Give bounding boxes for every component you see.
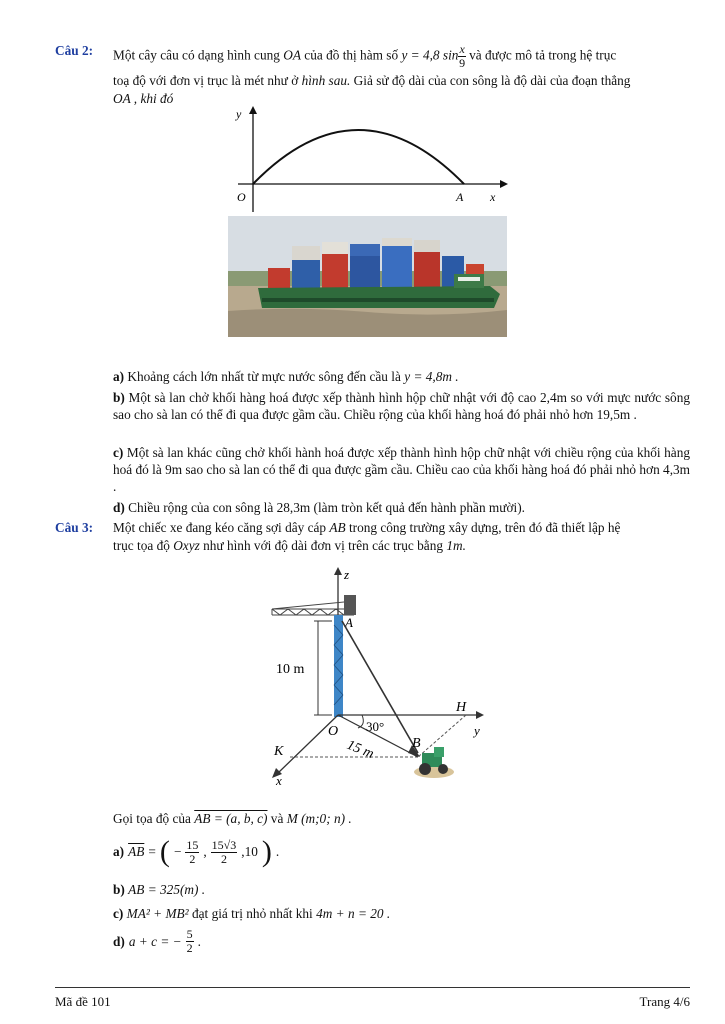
q2-intro-oa: OA — [283, 47, 301, 63]
q3-intro-ab: AB — [329, 520, 346, 535]
x-label: x — [490, 190, 496, 204]
q3-prompt-point-m: M (m;0; n) . — [286, 811, 352, 826]
q3-prompt-text-a: Gọi tọa độ của — [113, 811, 191, 826]
q3-intro-text-a: Một chiếc xe đang kéo căng sợi dây cáp — [113, 520, 327, 535]
q3-option-a-eq: = — [148, 844, 156, 859]
angle-label: 30° — [366, 719, 385, 734]
q3-option-a-frac1 — [185, 839, 199, 866]
q3-frac2-den: 2 — [220, 851, 227, 866]
q2-option-d-text: Chiều rộng của con sông là 28,3m (làm tròn kết quả đến hành phần mười). — [128, 500, 525, 515]
q3-intro-line-1 — [113, 520, 620, 536]
q2-function: y = 4,8 sin — [401, 47, 459, 63]
q3-prompt-text-b: và — [270, 811, 284, 826]
z-label: z — [344, 567, 350, 582]
question-2-label: Câu 2: — [55, 43, 94, 58]
height-label: 10 m — [276, 662, 305, 677]
q3-option-d-frac — [186, 928, 194, 955]
q2-fraction-den: 9 — [459, 56, 466, 70]
q3-line2-text-a: trục tọa độ — [113, 538, 170, 553]
tractor-icon — [414, 747, 454, 778]
q3-frac2-num: 15√3 — [211, 837, 237, 852]
point-h-label: H — [456, 700, 467, 715]
q2-intro-text-c: và được mô tả trong hệ trục — [469, 47, 617, 63]
q3-crane-figure — [262, 565, 492, 787]
q2-option-b-key: b) — [113, 390, 125, 405]
q2-intro-line-2 — [113, 73, 630, 89]
q2-option-d — [113, 500, 525, 516]
q3-intro-line-2 — [113, 538, 466, 554]
q2-line2-italic: hình sau. — [301, 73, 351, 88]
q3-option-c-key: c) — [113, 906, 124, 921]
bridge-arc — [253, 130, 464, 184]
q3-option-a-vector: $\overline{AB}$ — [128, 844, 145, 859]
q3-option-c-cond: 4m + n = 20 . — [316, 906, 391, 921]
q2-option-a — [113, 369, 459, 385]
q2-line3: OA , khi đó — [113, 91, 174, 106]
y-label: y — [474, 723, 480, 738]
a-label: A — [456, 190, 464, 204]
point-b-label: B — [412, 736, 421, 751]
footer-rule — [55, 987, 690, 988]
q2-intro-text-b: của đồ thị hàm số — [304, 47, 399, 63]
q3-option-c-text: đạt giá trị nhỏ nhất khi — [192, 906, 313, 921]
q2-line2-text-b: Giả sử độ dài của con sông là độ dài của đoạn thẳng — [353, 73, 631, 88]
q2-option-a-key: a) — [113, 369, 125, 384]
q3-option-d-math: a + c = − — [128, 933, 182, 949]
q2-fraction-num: x — [459, 42, 465, 56]
q2-option-b — [113, 389, 690, 423]
footer-exam-code: Mã đề 101 — [55, 994, 111, 1009]
footer-page-number: Trang 4/6 — [639, 994, 690, 1009]
q3-option-c — [113, 906, 390, 922]
q3-prompt-vector: AB = (a, b, c) — [194, 811, 268, 826]
q3-option-a-key: a) — [113, 844, 125, 859]
q2-sine-graph — [228, 104, 508, 216]
y-label: y — [236, 107, 242, 121]
y-axis-arrow — [476, 711, 484, 719]
q3-option-a-tail: ,10 — [241, 844, 258, 859]
question-3-label: Câu 3: — [55, 520, 94, 535]
q3-option-d-key: d) — [113, 933, 125, 949]
q3-line2-unit: 1m. — [446, 538, 466, 553]
q3-line2-oxyz: Oxyz — [173, 538, 200, 553]
x-axis-arrow — [500, 180, 508, 188]
q3-d-den: 2 — [186, 941, 193, 955]
origin-label: O — [328, 724, 339, 739]
q2-option-c-key: c) — [113, 445, 124, 460]
q2-function-fraction — [458, 43, 465, 70]
point-a-label: A — [345, 615, 353, 630]
origin-label: O — [237, 190, 246, 204]
q2-option-a-text: Khoảng cách lớn nhất từ mực nước sông đến cầu là — [127, 369, 401, 384]
q3-option-b-math: AB = 325(m) . — [128, 882, 206, 897]
q3-option-c-math: MA² + MB² — [126, 906, 189, 921]
q3-frac1-den: 2 — [189, 851, 196, 866]
z-axis-arrow — [334, 567, 342, 575]
q3-intro-text-b: trong công trường xây dựng, trên đó đã thiết lập hệ — [348, 520, 621, 535]
q2-option-c-text: Một sà lan khác cũng chở khối hành hoá được xếp thành hình hộp chữ nhật với chiều rộng của khối hàng hoá đó là 9m sao cho sà lan có thể đi qua được gầm cầu. Chiều cao của khối hàng hoá đó phải nhỏ hơn 4,3m . — [113, 445, 691, 494]
q2-option-c — [113, 444, 690, 495]
distance-label: 15 m — [344, 737, 376, 763]
x-label: x — [276, 773, 282, 787]
q2-option-a-math: y = 4,8m . — [404, 369, 459, 384]
q3-prompt — [113, 811, 352, 827]
point-k-label: K — [274, 744, 284, 759]
q3-frac1-num: 15 — [186, 837, 199, 852]
q3-option-b — [113, 882, 205, 898]
q3-option-d: d) a + c = − $\frac{5}{2}$ . — [113, 927, 201, 955]
q3-option-a-frac2 — [211, 839, 238, 866]
q2-option-b-text: Một sà lan chở khối hàng hoá được xếp thành hình hộp chữ nhật với độ cao 2,4m so với mực nước sông sao cho sà lan có thể đi qua được gầm cầu. Chiều rộng của khối hàng hoá đó phải nhỏ hơn 19,5m . — [113, 390, 691, 422]
q2-intro-line-1 — [113, 43, 616, 70]
q3-option-a: a) $\overline{AB}$ = ( − $\frac{15}{2}$ , $\frac{15√3}{2}$ ,10 ) . — [113, 835, 280, 868]
q2-option-d-key: d) — [113, 500, 125, 515]
q3-d-num: 5 — [186, 927, 193, 941]
q2-intro-text-a: Một cây câu có dạng hình cung — [113, 47, 280, 63]
q3-option-b-key: b) — [113, 882, 125, 897]
y-axis-arrow — [249, 106, 257, 114]
q2-line2-text-a: toạ độ với đơn vị trục là mét như ở — [113, 73, 299, 88]
q3-line2-text-b: như hình với độ dài đơn vị trên các trục bằng — [203, 538, 443, 553]
container-ship-photo — [228, 216, 507, 337]
q2-intro-line-3 — [113, 91, 173, 107]
